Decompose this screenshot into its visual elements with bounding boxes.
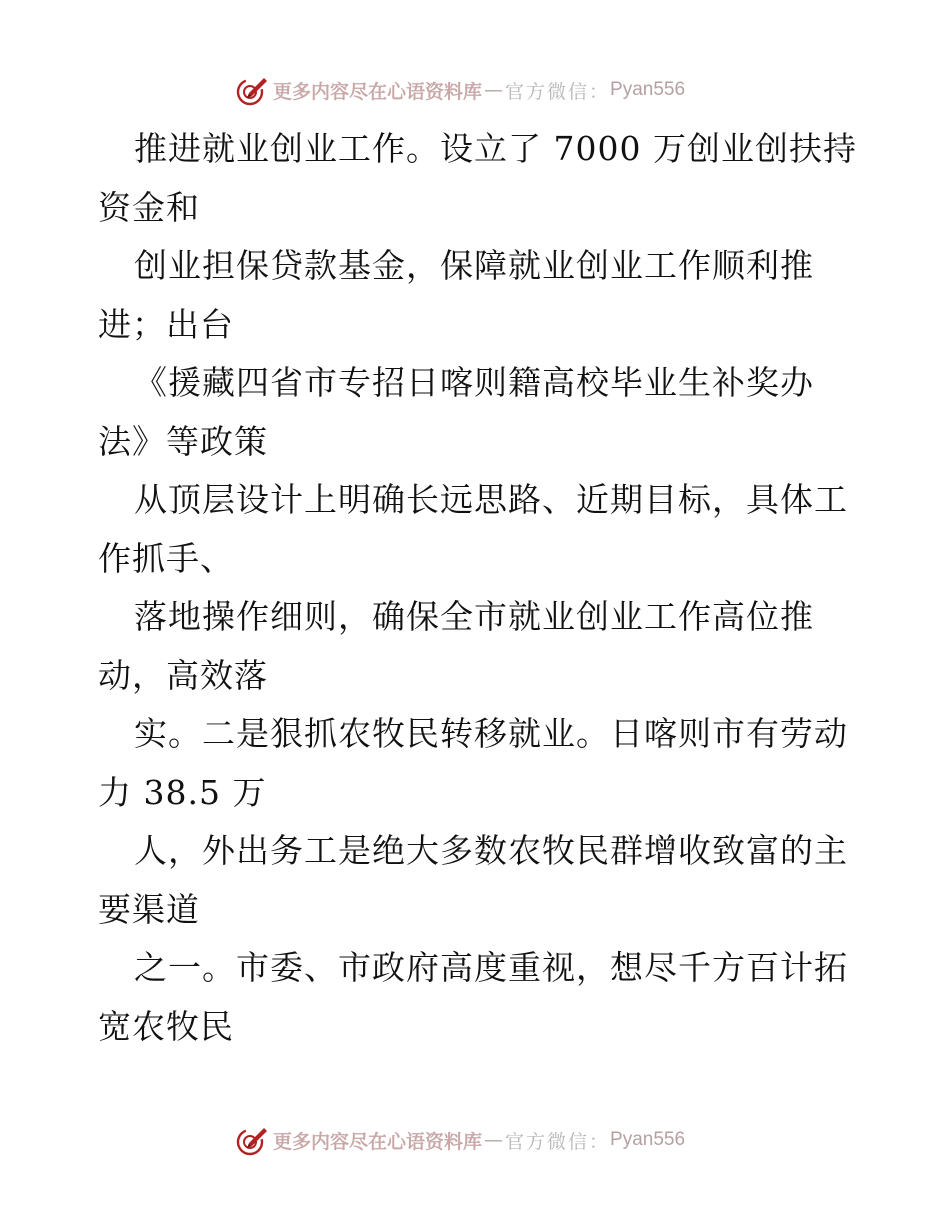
document-body <box>98 120 858 1056</box>
watermark-slogan: 更多内容尽在心语资料库 <box>273 80 483 103</box>
pen-swirl-icon <box>235 73 269 107</box>
watermark-wechat-id: Pyan556 <box>610 79 686 100</box>
body-line: 创业担保贷款基金，保障就业创业工作顺利推 <box>134 246 814 285</box>
body-line: 法》等政策 <box>98 421 268 461</box>
body-line: 从顶层设计上明确长远思路、近期目标，具体工 <box>134 480 848 519</box>
body-line: 之一。市委、市政府高度重视，想尽千方百计拓 <box>134 948 848 987</box>
body-line: 人，外出务工是绝大多数农牧民群增收致富的主 <box>134 831 848 870</box>
watermark-wechat-label: 官方微信： <box>505 80 611 103</box>
watermark-footer <box>235 1122 685 1158</box>
body-line: 动，高效落 <box>98 655 268 695</box>
body-line: 实。二是狠抓农牧民转移就业。日喀则市有劳动 <box>134 714 848 753</box>
pen-swirl-icon <box>235 1123 269 1157</box>
body-line: 要渠道 <box>98 889 200 929</box>
watermark-dash: — <box>484 79 504 101</box>
body-line: 落地操作细则，确保全市就业创业工作高位推 <box>134 597 814 636</box>
body-line: 资金和 <box>98 187 200 227</box>
body-line: 作抓手、 <box>98 538 234 578</box>
watermark-slogan: 更多内容尽在心语资料库 <box>273 1130 483 1153</box>
body-line: 推进就业创业工作。设立了 7000 万创业创扶持 <box>134 129 857 168</box>
watermark-header <box>235 72 685 108</box>
body-line: 宽农牧民 <box>98 1006 234 1046</box>
body-line: 进；出台 <box>98 304 234 344</box>
watermark-wechat-id: Pyan556 <box>610 1129 686 1150</box>
body-line: 力 38.5 万 <box>98 772 267 812</box>
watermark-dash: — <box>484 1129 504 1151</box>
watermark-wechat-label: 官方微信： <box>505 1130 611 1153</box>
body-line: 《援藏四省市专招日喀则籍高校毕业生补奖办 <box>134 363 814 402</box>
